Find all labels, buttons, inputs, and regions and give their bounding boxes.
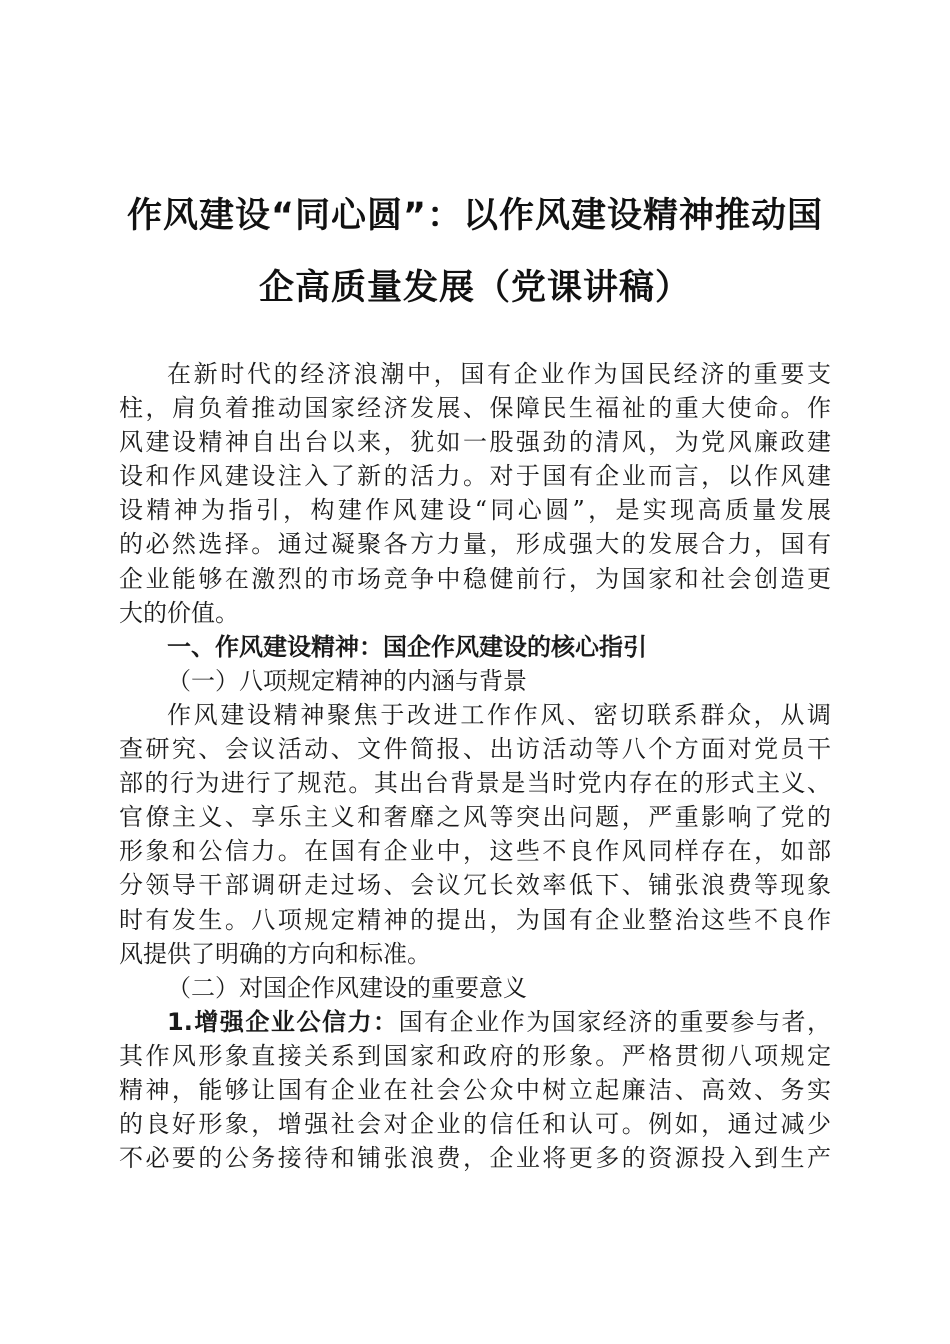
section1-line: 分领导干部调研走过场、会议冗长效率低下、铺张浪费等现象	[119, 871, 831, 900]
section-heading-1: 一、作风建设精神：国企作风建设的核心指引	[167, 632, 647, 661]
section1-line: 官僚主义、享乐主义和奢靡之风等突出问题，严重影响了党的	[119, 803, 831, 832]
intro-line: 风建设精神自出台以来，犹如一股强劲的清风，为党风廉政建	[119, 428, 831, 457]
point1-first-line	[119, 1005, 831, 1039]
section1-line: 风提供了明确的方向和标准。	[119, 939, 431, 968]
document-title-line-1: 作风建设“同心圆”：以作风建设精神推动国	[126, 196, 823, 236]
point1-line: 精神，能够让国有企业在社会公众中树立起廉洁、高效、务实	[119, 1075, 831, 1104]
intro-line: 大的价值。	[119, 598, 239, 627]
point1-first-text: 国有企业作为国家经济的重要参与者，	[398, 1007, 831, 1036]
document-title-line-2: 企高质量发展（党课讲稿）	[258, 268, 691, 308]
intro-line: 设精神为指引，构建作风建设“同心圆”，是实现高质量发展	[119, 496, 831, 525]
section1-line: 查研究、会议活动、文件简报、出访活动等八个方面对党员干	[119, 735, 831, 764]
point1-line: 不必要的公务接待和铺张浪费，企业将更多的资源投入到生产	[119, 1144, 831, 1173]
point1-line: 的良好形象，增强社会对企业的信任和认可。例如，通过减少	[119, 1110, 831, 1139]
section1-line: 部的行为进行了规范。其出台背景是当时党内存在的形式主义、	[119, 769, 831, 798]
subsection-heading-2: （二）对国企作风建设的重要意义	[167, 973, 527, 1002]
section1-line: 作风建设精神聚焦于改进工作作风、密切联系群众，从调	[167, 700, 831, 729]
intro-line: 企业能够在激烈的市场竞争中稳健前行，为国家和社会创造更	[119, 564, 831, 593]
point1-line: 其作风形象直接关系到国家和政府的形象。严格贯彻八项规定	[119, 1041, 831, 1070]
subsection-heading-1: （一）八项规定精神的内涵与背景	[167, 666, 527, 695]
intro-line: 在新时代的经济浪潮中，国有企业作为国民经济的重要支	[167, 360, 831, 388]
point1-label: 1.增强企业公信力：	[167, 1007, 399, 1036]
intro-line: 柱，肩负着推动国家经济发展、保障民生福祉的重大使命。作	[119, 394, 831, 423]
section1-line: 时有发生。八项规定精神的提出，为国有企业整治这些不良作	[119, 905, 831, 934]
document-body	[119, 357, 831, 1175]
section1-line: 形象和公信力。在国有企业中，这些不良作风同样存在，如部	[119, 837, 831, 866]
intro-line: 的必然选择。通过凝聚各方力量，形成强大的发展合力，国有	[119, 530, 831, 559]
intro-line: 设和作风建设注入了新的活力。对于国有企业而言，以作风建	[119, 462, 831, 491]
